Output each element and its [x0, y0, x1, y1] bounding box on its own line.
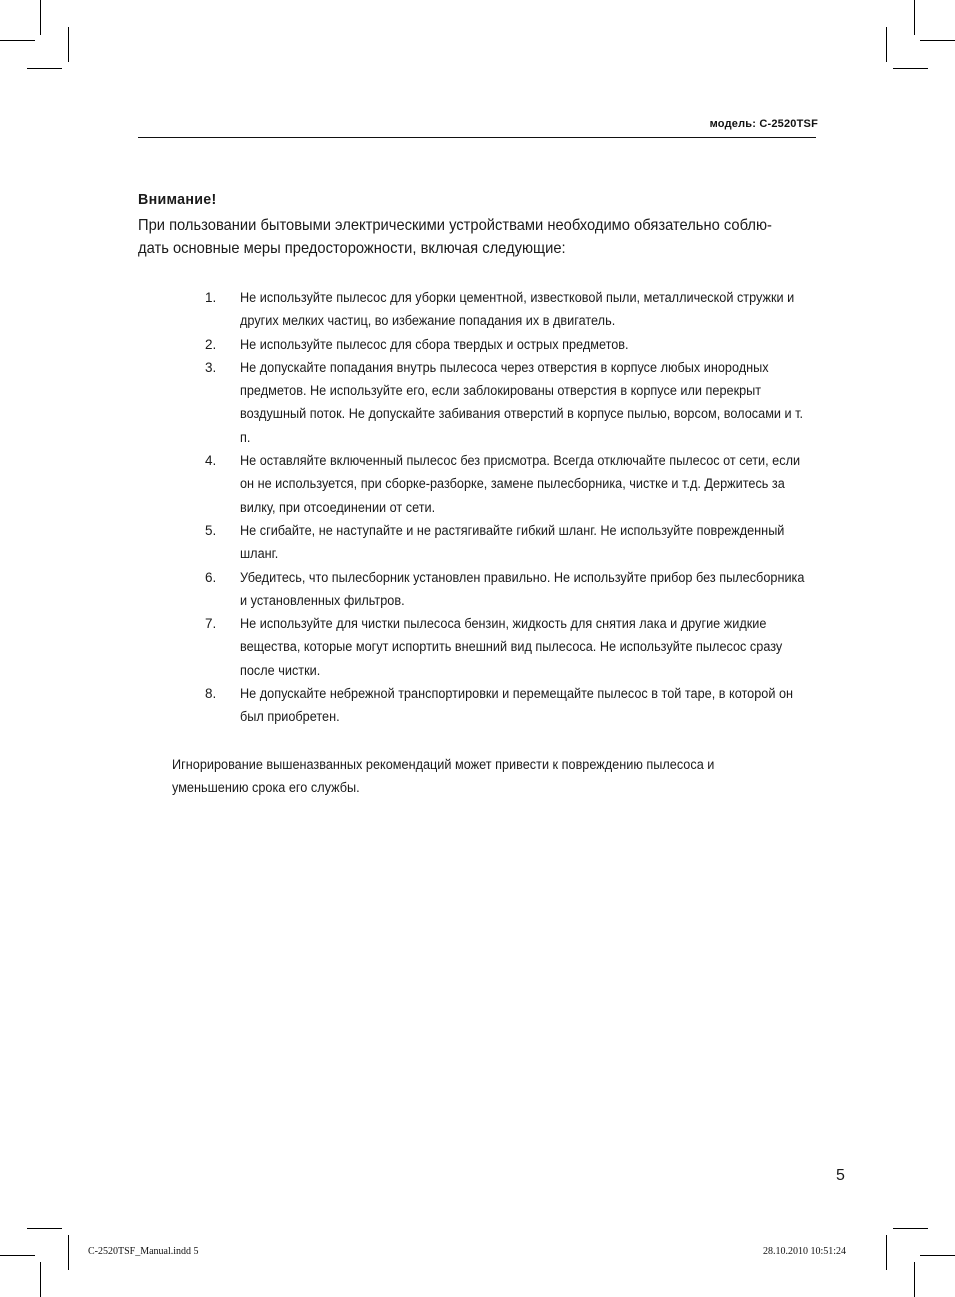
crop-mark — [27, 1228, 62, 1229]
list-item — [205, 449, 845, 519]
item-text: Убедитесь, что пылесборник установлен правильно. Не используйте прибор без пылесборника и установленных фильтров. — [240, 569, 805, 608]
crop-mark — [920, 40, 955, 41]
crop-mark — [40, 0, 41, 35]
list-item — [205, 612, 845, 682]
crop-mark — [0, 1255, 35, 1256]
slug-datetime: 28.10.2010 10:51:24 — [763, 1246, 847, 1257]
item-text: Не сгибайте, не наступайте и не растягивайте гибкий шланг. Не используйте поврежденный шланг. — [240, 522, 785, 562]
warning-title: Внимание! — [138, 191, 217, 208]
item-number: 4. — [205, 453, 217, 469]
item-number: 2. — [205, 336, 217, 352]
crop-mark — [920, 1255, 955, 1256]
item-number: 6. — [205, 569, 217, 585]
item-text: Не используйте для чистки пылесоса бензин, жидкость для снятия лака и другие жидкие вещества, которые могут испортить внешний вид пылесоса. Не используйте пылесос сразу после чистки. — [240, 616, 783, 678]
crop-mark — [27, 68, 62, 69]
intro-paragraph: При пользовании бытовыми электрическими устройствами необходимо обязательно соблю-дать основные меры предосторожности, включая следующие: — [138, 217, 772, 257]
item-text: Не используйте пылесос для уборки цементной, известковой пыли, металлической стружки и других мелких частиц, во избежание попадания их в двигатель. — [240, 290, 795, 329]
list-item — [205, 566, 845, 613]
model-label: модель: C-2520TSF — [709, 118, 818, 130]
item-text: Не оставляйте включенный пылесос без присмотра. Всегда отключайте пылесос от сети, если он не используется, при сборке-разборке, замене пылесборника, чистке и т.д. Держитесь за вилку, при отсоединении от сети. — [240, 453, 801, 515]
footer-note: Игнорирование вышеназванных рекомендаций может привести к повреждению пылесоса и уменьшению срока его службы. — [172, 757, 715, 795]
crop-mark — [914, 1262, 915, 1297]
crop-mark — [893, 68, 928, 69]
item-number: 3. — [205, 359, 217, 375]
item-text: Не допускайте попадания внутрь пылесоса через отверстия в корпусе любых инородных предметов. Не используйте его, если заблокированы отверстия в корпусе или перекрыт воздушный поток. Не допускайте забивания отверстий в корпусе пылью, ворсом, волосами и т. п. — [240, 359, 804, 445]
list-item — [205, 333, 845, 356]
crop-mark — [886, 1235, 887, 1270]
item-number: 5. — [205, 522, 217, 538]
list-item — [205, 356, 845, 449]
crop-mark — [68, 1235, 69, 1270]
header-rule — [138, 137, 816, 138]
list-item — [205, 519, 845, 566]
item-text: Не допускайте небрежной транспортировки и перемещайте пылесос в той таре, в которой он был приобретен. — [240, 686, 794, 725]
page-number: 5 — [836, 1167, 845, 1184]
crop-mark — [68, 27, 69, 62]
safety-list — [205, 286, 845, 729]
crop-mark — [40, 1262, 41, 1297]
crop-mark — [893, 1228, 928, 1229]
item-number: 1. — [205, 290, 217, 305]
slug-filename: C-2520TSF_Manual.indd 5 — [88, 1246, 199, 1257]
crop-mark — [914, 0, 915, 35]
list-item — [205, 286, 845, 333]
crop-mark — [886, 27, 887, 62]
crop-mark — [0, 40, 35, 41]
item-number: 8. — [205, 686, 217, 702]
item-text: Не используйте пылесос для сбора твердых и острых предметов. — [240, 336, 629, 352]
item-number: 7. — [205, 616, 217, 632]
list-item — [205, 682, 845, 729]
